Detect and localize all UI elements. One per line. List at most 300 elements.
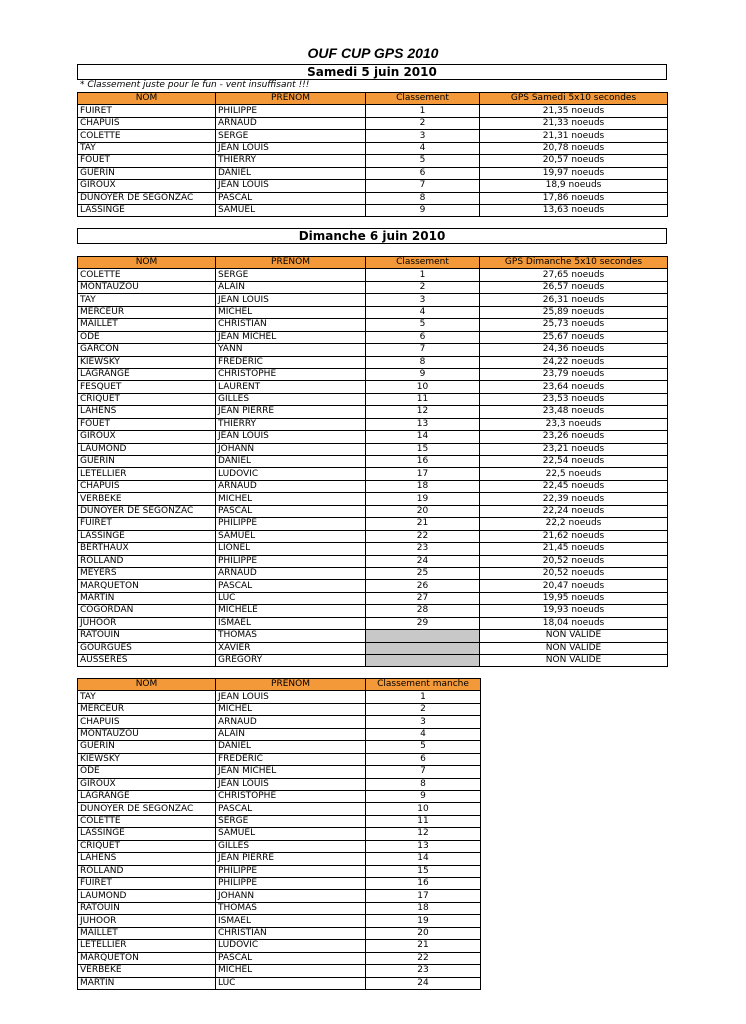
- nom-cell: MARTIN: [78, 592, 216, 604]
- nom-cell: FUIRET: [78, 518, 216, 530]
- nom-cell: TAY: [78, 294, 216, 306]
- prenom-cell: LUC: [216, 977, 366, 989]
- gps-cell: 27,65 noeuds: [480, 269, 668, 281]
- table-row: [78, 567, 668, 579]
- gps-cell: 20,52 noeuds: [480, 567, 668, 579]
- table-row: [78, 480, 668, 492]
- classement-cell: 11: [366, 815, 481, 827]
- nom-cell: KIEWSKY: [78, 356, 216, 368]
- gps-cell: 21,62 noeuds: [480, 530, 668, 542]
- gps-cell: 17,86 noeuds: [480, 192, 668, 204]
- nom-cell: ROLLAND: [78, 555, 216, 567]
- table-row: [78, 105, 668, 117]
- classement-cell: 5: [366, 155, 480, 167]
- gps-cell: 21,35 noeuds: [480, 105, 668, 117]
- table-row: [78, 741, 481, 753]
- classement-cell: 6: [366, 753, 481, 765]
- prenom-cell: PHILIPPE: [216, 555, 366, 567]
- table-row: [78, 505, 668, 517]
- prenom-cell: YANN: [216, 344, 366, 356]
- nom-cell: GUERIN: [78, 456, 216, 468]
- nom-cell: AUSSERES: [78, 655, 216, 667]
- classement-cell: 8: [366, 778, 481, 790]
- col-nom: NOM: [78, 679, 216, 691]
- nom-cell: FUIRET: [78, 105, 216, 117]
- prenom-cell: ARNAUD: [216, 117, 366, 129]
- prenom-cell: PHILIPPE: [216, 105, 366, 117]
- classement-cell: 15: [366, 865, 481, 877]
- table-row: [78, 828, 481, 840]
- table-row: [78, 142, 668, 154]
- table-row: [78, 281, 668, 293]
- table-row: [78, 443, 668, 455]
- table-row: [78, 728, 481, 740]
- nom-cell: ROLLAND: [78, 865, 216, 877]
- prenom-cell: GILLES: [216, 393, 366, 405]
- classement-cell: 12: [366, 406, 480, 418]
- classement-cell: 23: [366, 543, 480, 555]
- nom-cell: RATOUIN: [78, 902, 216, 914]
- classement-cell: 4: [366, 142, 480, 154]
- classement-cell: 17: [366, 890, 481, 902]
- nom-cell: FOUET: [78, 418, 216, 430]
- nom-cell: MARQUETON: [78, 580, 216, 592]
- classement-cell: 11: [366, 393, 480, 405]
- nom-cell: MEYERS: [78, 567, 216, 579]
- nom-cell: JUHOOR: [78, 617, 216, 629]
- classement-cell: 10: [366, 803, 481, 815]
- table-row: [78, 617, 668, 629]
- classement-cell: 7: [366, 766, 481, 778]
- nom-cell: RATOUIN: [78, 630, 216, 642]
- gps-cell: 23,48 noeuds: [480, 406, 668, 418]
- table-row: [78, 543, 668, 555]
- nom-cell: GIROUX: [78, 180, 216, 192]
- nom-cell: LASSINGE: [78, 828, 216, 840]
- prenom-cell: SAMUEL: [216, 204, 366, 216]
- nom-cell: LETELLIER: [78, 940, 216, 952]
- table-row: [78, 965, 481, 977]
- prenom-cell: LIONEL: [216, 543, 366, 555]
- table-row: [78, 878, 481, 890]
- table-row: [78, 344, 668, 356]
- classement-cell: 18: [366, 902, 481, 914]
- prenom-cell: MICHEL: [216, 493, 366, 505]
- prenom-cell: SERGE: [216, 130, 366, 142]
- classement-cell: 27: [366, 592, 480, 604]
- classement-cell: [366, 642, 480, 654]
- classement-cell: 28: [366, 605, 480, 617]
- nom-cell: ODE: [78, 766, 216, 778]
- gps-cell: 23,79 noeuds: [480, 368, 668, 380]
- nom-cell: MARTIN: [78, 977, 216, 989]
- col-gps-samedi: GPS Samedi 5x10 secondes: [480, 93, 668, 105]
- prenom-cell: DANIEL: [216, 167, 366, 179]
- prenom-cell: JOHANN: [216, 443, 366, 455]
- classement-cell: 2: [366, 117, 480, 129]
- prenom-cell: MICHEL: [216, 965, 366, 977]
- prenom-cell: JEAN MICHEL: [216, 331, 366, 343]
- gps-cell: 25,73 noeuds: [480, 319, 668, 331]
- gps-cell: 20,52 noeuds: [480, 555, 668, 567]
- prenom-cell: JEAN LOUIS: [216, 180, 366, 192]
- classement-cell: 18: [366, 480, 480, 492]
- gps-cell: 19,97 noeuds: [480, 167, 668, 179]
- nom-cell: MERCEUR: [78, 703, 216, 715]
- classement-cell: 26: [366, 580, 480, 592]
- prenom-cell: ALAIN: [216, 281, 366, 293]
- classement-cell: 6: [366, 331, 480, 343]
- table-row: [78, 117, 668, 129]
- table-row: [78, 493, 668, 505]
- prenom-cell: XAVIER: [216, 642, 366, 654]
- nom-cell: FESQUET: [78, 381, 216, 393]
- table-row: [78, 192, 668, 204]
- table-row: [78, 319, 668, 331]
- col-prenom: PRENOM: [216, 679, 366, 691]
- nom-cell: GUERIN: [78, 167, 216, 179]
- nom-cell: JUHOOR: [78, 915, 216, 927]
- gps-cell: 13,63 noeuds: [480, 204, 668, 216]
- classement-cell: 2: [366, 703, 481, 715]
- classement-cell: 1: [366, 691, 481, 703]
- gps-cell: 24,22 noeuds: [480, 356, 668, 368]
- table-row: [78, 204, 668, 216]
- prenom-cell: JEAN PIERRE: [216, 853, 366, 865]
- gps-cell: 22,39 noeuds: [480, 493, 668, 505]
- classement-cell: 8: [366, 356, 480, 368]
- table-row: [78, 580, 668, 592]
- nom-cell: KIEWSKY: [78, 753, 216, 765]
- classement-cell: 5: [366, 741, 481, 753]
- classement-cell: 10: [366, 381, 480, 393]
- table-row: [78, 940, 481, 952]
- nom-cell: MAILLET: [78, 319, 216, 331]
- table-row: [78, 155, 668, 167]
- prenom-cell: PASCAL: [216, 952, 366, 964]
- table-row: [78, 790, 481, 802]
- nom-cell: MAILLET: [78, 927, 216, 939]
- prenom-cell: THOMAS: [216, 902, 366, 914]
- table-row: [78, 518, 668, 530]
- nom-cell: MONTAUZOU: [78, 728, 216, 740]
- gps-cell: 21,45 noeuds: [480, 543, 668, 555]
- table-row: [78, 840, 481, 852]
- classement-cell: 3: [366, 130, 480, 142]
- table-row: [78, 605, 668, 617]
- prenom-cell: SERGE: [216, 815, 366, 827]
- classement-cell: 7: [366, 344, 480, 356]
- classement-cell: 9: [366, 368, 480, 380]
- gps-cell: 21,31 noeuds: [480, 130, 668, 142]
- table-row: [78, 418, 668, 430]
- prenom-cell: FREDERIC: [216, 753, 366, 765]
- gps-cell: 22,54 noeuds: [480, 456, 668, 468]
- table-row: [78, 778, 481, 790]
- nom-cell: LAHENS: [78, 853, 216, 865]
- prenom-cell: DANIEL: [216, 741, 366, 753]
- classement-cell: 4: [366, 306, 480, 318]
- nom-cell: BERTHAUX: [78, 543, 216, 555]
- classement-cell: 1: [366, 269, 480, 281]
- table-row: [78, 952, 481, 964]
- nom-cell: CHAPUIS: [78, 716, 216, 728]
- saturday-note: * Classement juste pour le fun - vent insuffisant !!!: [80, 80, 310, 90]
- table-row: [78, 815, 481, 827]
- prenom-cell: CHRISTIAN: [216, 927, 366, 939]
- table-row: [78, 130, 668, 142]
- classement-cell: 9: [366, 790, 481, 802]
- nom-cell: COLETTE: [78, 269, 216, 281]
- table-row: [78, 803, 481, 815]
- table-row: [78, 456, 668, 468]
- saturday-results-table: [77, 92, 668, 217]
- classement-cell: 4: [366, 728, 481, 740]
- table-row: [78, 294, 668, 306]
- classement-cell: 6: [366, 167, 480, 179]
- classement-cell: 5: [366, 319, 480, 331]
- prenom-cell: ARNAUD: [216, 480, 366, 492]
- prenom-cell: JEAN LOUIS: [216, 142, 366, 154]
- classement-cell: 15: [366, 443, 480, 455]
- gps-cell: 20,78 noeuds: [480, 142, 668, 154]
- table-row: [78, 306, 668, 318]
- gps-cell: 22,24 noeuds: [480, 505, 668, 517]
- prenom-cell: CHRISTOPHE: [216, 790, 366, 802]
- gps-cell: 23,3 noeuds: [480, 418, 668, 430]
- nom-cell: CHAPUIS: [78, 117, 216, 129]
- nom-cell: DUNOYER DE SEGONZAC: [78, 803, 216, 815]
- table-row: [78, 703, 481, 715]
- gps-cell: 22,5 noeuds: [480, 468, 668, 480]
- nom-cell: LAUMOND: [78, 890, 216, 902]
- prenom-cell: MICHELE: [216, 605, 366, 617]
- gps-cell: 21,33 noeuds: [480, 117, 668, 129]
- classement-cell: 29: [366, 617, 480, 629]
- classement-cell: [366, 655, 480, 667]
- nom-cell: LETELLIER: [78, 468, 216, 480]
- prenom-cell: PASCAL: [216, 505, 366, 517]
- table-row: [78, 356, 668, 368]
- table-row: [78, 753, 481, 765]
- classement-cell: 23: [366, 965, 481, 977]
- nom-cell: COLETTE: [78, 130, 216, 142]
- classement-cell: 20: [366, 505, 480, 517]
- classement-cell: 22: [366, 952, 481, 964]
- nom-cell: CRIQUET: [78, 393, 216, 405]
- nom-cell: FUIRET: [78, 878, 216, 890]
- prenom-cell: ARNAUD: [216, 716, 366, 728]
- classement-cell: 24: [366, 555, 480, 567]
- col-nom: NOM: [78, 257, 216, 269]
- nom-cell: LAHENS: [78, 406, 216, 418]
- gps-cell: 26,31 noeuds: [480, 294, 668, 306]
- gps-cell: 26,57 noeuds: [480, 281, 668, 293]
- prenom-cell: ISMAEL: [216, 617, 366, 629]
- gps-cell: 18,9 noeuds: [480, 180, 668, 192]
- prenom-cell: THIERRY: [216, 418, 366, 430]
- manche-ranking-table: [77, 678, 481, 990]
- classement-cell: 3: [366, 294, 480, 306]
- gps-cell: 19,93 noeuds: [480, 605, 668, 617]
- table-row: [78, 555, 668, 567]
- nom-cell: TAY: [78, 691, 216, 703]
- nom-cell: LASSINGE: [78, 204, 216, 216]
- table-row: [78, 406, 668, 418]
- prenom-cell: LUDOVIC: [216, 468, 366, 480]
- nom-cell: LAGRANGE: [78, 368, 216, 380]
- nom-cell: LASSINGE: [78, 530, 216, 542]
- prenom-cell: SERGE: [216, 269, 366, 281]
- nom-cell: GARCON: [78, 344, 216, 356]
- table-row: [78, 180, 668, 192]
- prenom-cell: PHILIPPE: [216, 865, 366, 877]
- classement-cell: 21: [366, 940, 481, 952]
- gps-cell: 22,2 noeuds: [480, 518, 668, 530]
- nom-cell: LAGRANGE: [78, 790, 216, 802]
- prenom-cell: GILLES: [216, 840, 366, 852]
- classement-cell: 21: [366, 518, 480, 530]
- gps-cell: 18,04 noeuds: [480, 617, 668, 629]
- table-row: [78, 393, 668, 405]
- table-row: [78, 167, 668, 179]
- col-classement: Classement: [366, 93, 480, 105]
- gps-cell: NON VALIDE: [480, 630, 668, 642]
- classement-cell: 14: [366, 853, 481, 865]
- nom-cell: GIROUX: [78, 431, 216, 443]
- prenom-cell: ALAIN: [216, 728, 366, 740]
- saturday-heading: Samedi 5 juin 2010: [77, 64, 667, 80]
- prenom-cell: LUDOVIC: [216, 940, 366, 952]
- prenom-cell: PHILIPPE: [216, 878, 366, 890]
- nom-cell: GIROUX: [78, 778, 216, 790]
- nom-cell: DUNOYER DE SEGONZAC: [78, 505, 216, 517]
- prenom-cell: JEAN MICHEL: [216, 766, 366, 778]
- gps-cell: 23,64 noeuds: [480, 381, 668, 393]
- gps-cell: 25,67 noeuds: [480, 331, 668, 343]
- gps-cell: 23,26 noeuds: [480, 431, 668, 443]
- col-gps-dimanche: GPS Dimanche 5x10 secondes: [480, 257, 668, 269]
- col-prenom: PRENOM: [216, 257, 366, 269]
- prenom-cell: MICHEL: [216, 703, 366, 715]
- nom-cell: ODE: [78, 331, 216, 343]
- gps-cell: 22,45 noeuds: [480, 480, 668, 492]
- nom-cell: DUNOYER DE SEGONZAC: [78, 192, 216, 204]
- table-row: [78, 915, 481, 927]
- table-row: [78, 691, 481, 703]
- nom-cell: VERBEKE: [78, 493, 216, 505]
- gps-cell: 24,36 noeuds: [480, 344, 668, 356]
- gps-cell: 19,95 noeuds: [480, 592, 668, 604]
- classement-cell: 19: [366, 915, 481, 927]
- gps-cell: NON VALIDE: [480, 642, 668, 654]
- sunday-results-table: [77, 256, 668, 667]
- classement-cell: 14: [366, 431, 480, 443]
- prenom-cell: JEAN LOUIS: [216, 431, 366, 443]
- gps-cell: 25,89 noeuds: [480, 306, 668, 318]
- prenom-cell: MICHEL: [216, 306, 366, 318]
- nom-cell: CRIQUET: [78, 840, 216, 852]
- nom-cell: GOURGUES: [78, 642, 216, 654]
- nom-cell: MERCEUR: [78, 306, 216, 318]
- table-row: [78, 381, 668, 393]
- prenom-cell: JEAN LOUIS: [216, 691, 366, 703]
- nom-cell: FOUET: [78, 155, 216, 167]
- classement-cell: 24: [366, 977, 481, 989]
- table-row: [78, 865, 481, 877]
- prenom-cell: SAMUEL: [216, 828, 366, 840]
- classement-cell: 9: [366, 204, 480, 216]
- prenom-cell: JOHANN: [216, 890, 366, 902]
- prenom-cell: ARNAUD: [216, 567, 366, 579]
- classement-cell: 13: [366, 418, 480, 430]
- table-row: [78, 468, 668, 480]
- prenom-cell: DANIEL: [216, 456, 366, 468]
- table-row: [78, 269, 668, 281]
- table-row: [78, 902, 481, 914]
- table-row: [78, 592, 668, 604]
- table-row: [78, 642, 668, 654]
- nom-cell: MARQUETON: [78, 952, 216, 964]
- table-row: [78, 977, 481, 989]
- prenom-cell: THIERRY: [216, 155, 366, 167]
- page-title: OUF CUP GPS 2010: [307, 45, 439, 61]
- table-row: [78, 368, 668, 380]
- sunday-heading: Dimanche 6 juin 2010: [77, 228, 667, 244]
- classement-cell: 25: [366, 567, 480, 579]
- prenom-cell: PHILIPPE: [216, 518, 366, 530]
- prenom-cell: THOMAS: [216, 630, 366, 642]
- col-classement-manche: Classement manche: [366, 679, 481, 691]
- nom-cell: COLETTE: [78, 815, 216, 827]
- gps-cell: NON VALIDE: [480, 655, 668, 667]
- prenom-cell: LAURENT: [216, 381, 366, 393]
- gps-cell: 20,57 noeuds: [480, 155, 668, 167]
- prenom-cell: JEAN PIERRE: [216, 406, 366, 418]
- nom-cell: COGORDAN: [78, 605, 216, 617]
- classement-cell: [366, 630, 480, 642]
- col-prenom: PRENOM: [216, 93, 366, 105]
- table-row: [78, 890, 481, 902]
- classement-cell: 17: [366, 468, 480, 480]
- prenom-cell: SAMUEL: [216, 530, 366, 542]
- prenom-cell: CHRISTOPHE: [216, 368, 366, 380]
- nom-cell: MONTAUZOU: [78, 281, 216, 293]
- classement-cell: 16: [366, 456, 480, 468]
- prenom-cell: PASCAL: [216, 192, 366, 204]
- classement-cell: 20: [366, 927, 481, 939]
- nom-cell: LAUMOND: [78, 443, 216, 455]
- gps-cell: 23,53 noeuds: [480, 393, 668, 405]
- classement-cell: 19: [366, 493, 480, 505]
- prenom-cell: PASCAL: [216, 580, 366, 592]
- col-classement: Classement: [366, 257, 480, 269]
- prenom-cell: FREDERIC: [216, 356, 366, 368]
- col-nom: NOM: [78, 93, 216, 105]
- table-row: [78, 630, 668, 642]
- classement-cell: 1: [366, 105, 480, 117]
- nom-cell: GUERIN: [78, 741, 216, 753]
- classement-cell: 8: [366, 192, 480, 204]
- table-row: [78, 431, 668, 443]
- classement-cell: 22: [366, 530, 480, 542]
- classement-cell: 3: [366, 716, 481, 728]
- classement-cell: 7: [366, 180, 480, 192]
- prenom-cell: JEAN LOUIS: [216, 778, 366, 790]
- table-row: [78, 853, 481, 865]
- prenom-cell: JEAN LOUIS: [216, 294, 366, 306]
- table-row: [78, 655, 668, 667]
